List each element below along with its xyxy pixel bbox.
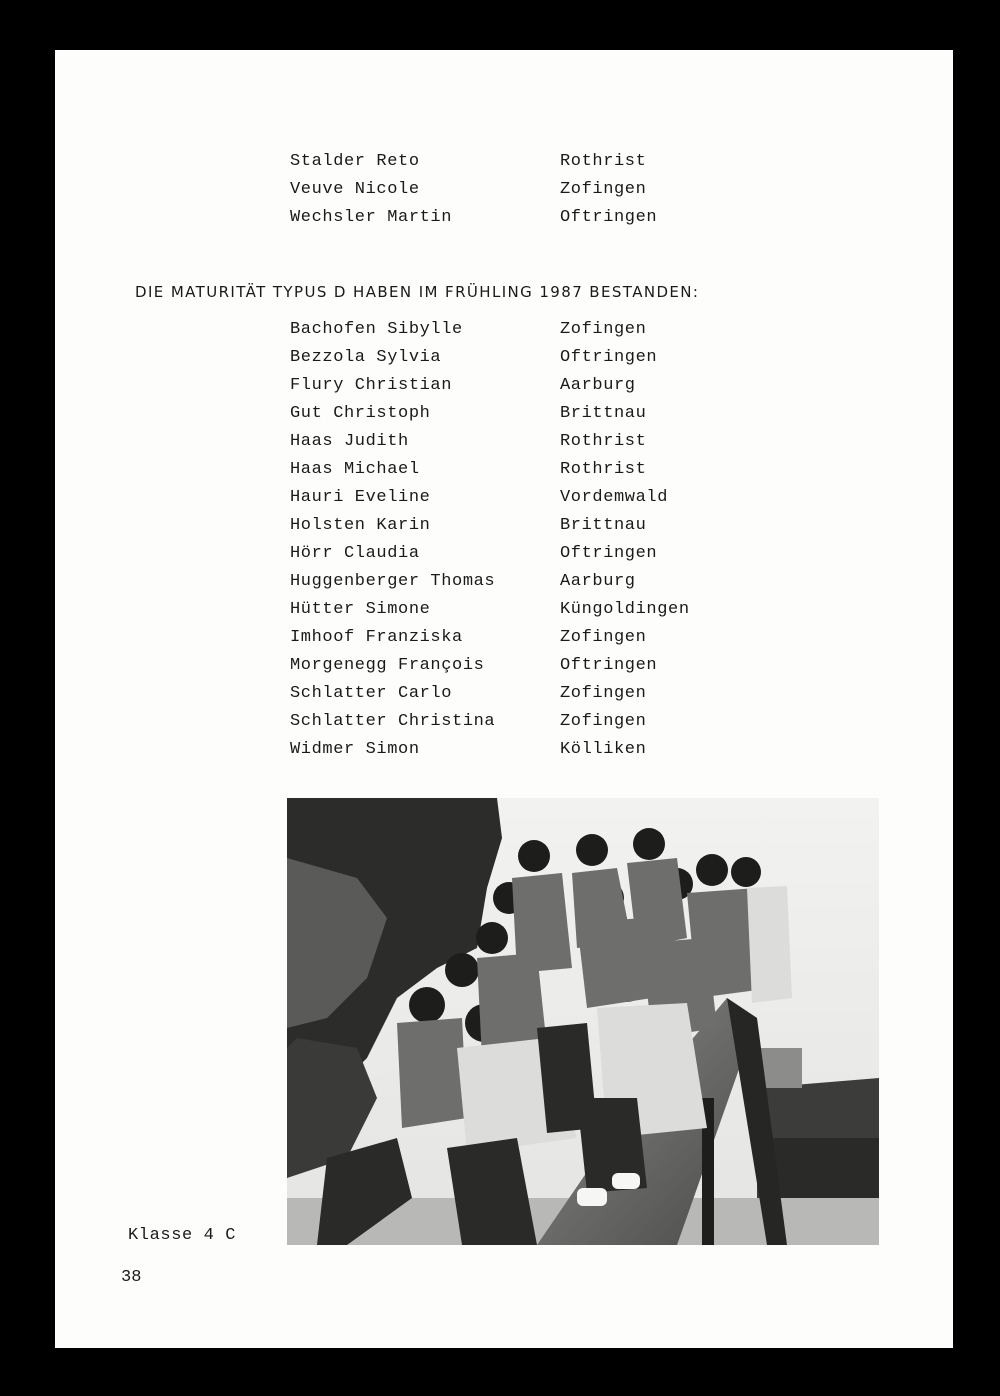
- student-place: Aarburg: [560, 572, 636, 591]
- student-name: Widmer Simon: [290, 740, 420, 759]
- student-place: Rothrist: [560, 460, 647, 479]
- student-place: Oftringen: [560, 348, 658, 367]
- student-name: Schlatter Carlo: [290, 684, 453, 703]
- student-place: Aarburg: [560, 376, 636, 395]
- list-item: [290, 318, 770, 342]
- student-name: Bezzola Sylvia: [290, 348, 442, 367]
- student-place: Oftringen: [560, 208, 658, 227]
- list-item: [290, 346, 770, 370]
- list-item: [290, 206, 770, 230]
- student-name: Holsten Karin: [290, 516, 431, 535]
- student-place: Küngoldingen: [560, 600, 690, 619]
- student-name: Bachofen Sibylle: [290, 320, 463, 339]
- list-item: [290, 430, 770, 454]
- student-place: Oftringen: [560, 656, 658, 675]
- list-item: [290, 738, 770, 762]
- student-place: Rothrist: [560, 432, 647, 451]
- student-name: Imhoof Franziska: [290, 628, 463, 647]
- student-place: Oftringen: [560, 544, 658, 563]
- student-place: Rothrist: [560, 152, 647, 171]
- list-item: [290, 710, 770, 734]
- student-place: Kölliken: [560, 740, 647, 759]
- student-name: Haas Judith: [290, 432, 409, 451]
- student-place: Zofingen: [560, 712, 647, 731]
- student-place: Brittnau: [560, 404, 647, 423]
- student-place: Vordemwald: [560, 488, 669, 507]
- list-item: [290, 542, 770, 566]
- student-place: Zofingen: [560, 180, 647, 199]
- list-item: [290, 570, 770, 594]
- list-item: [290, 682, 770, 706]
- photo-caption: Klasse 4 C: [128, 1226, 237, 1245]
- student-name: Schlatter Christina: [290, 712, 496, 731]
- student-name: Veuve Nicole: [290, 180, 420, 199]
- student-name: Wechsler Martin: [290, 208, 453, 227]
- student-name: Huggenberger Thomas: [290, 572, 496, 591]
- student-name: Morgenegg François: [290, 656, 485, 675]
- student-name: Gut Christoph: [290, 404, 431, 423]
- section-heading: DIE MATURITÄT TYPUS D HABEN IM FRÜHLING 1987 BESTANDEN:: [135, 283, 700, 301]
- student-name: Haas Michael: [290, 460, 420, 479]
- list-item: [290, 374, 770, 398]
- student-place: Brittnau: [560, 516, 647, 535]
- class-photo: [287, 798, 879, 1245]
- student-name: Hütter Simone: [290, 600, 431, 619]
- student-place: Zofingen: [560, 628, 647, 647]
- student-place: Zofingen: [560, 320, 647, 339]
- student-name: Flury Christian: [290, 376, 453, 395]
- student-place: Zofingen: [560, 684, 647, 703]
- document-page: [55, 50, 953, 1348]
- list-item: [290, 654, 770, 678]
- list-item: [290, 402, 770, 426]
- student-name: Hörr Claudia: [290, 544, 420, 563]
- page-number: 38: [121, 1268, 142, 1287]
- list-item: [290, 598, 770, 622]
- list-item: [290, 626, 770, 650]
- student-name: Hauri Eveline: [290, 488, 431, 507]
- list-item: [290, 458, 770, 482]
- list-item: [290, 486, 770, 510]
- list-item: [290, 150, 770, 174]
- list-item: [290, 514, 770, 538]
- list-item: [290, 178, 770, 202]
- student-name: Stalder Reto: [290, 152, 420, 171]
